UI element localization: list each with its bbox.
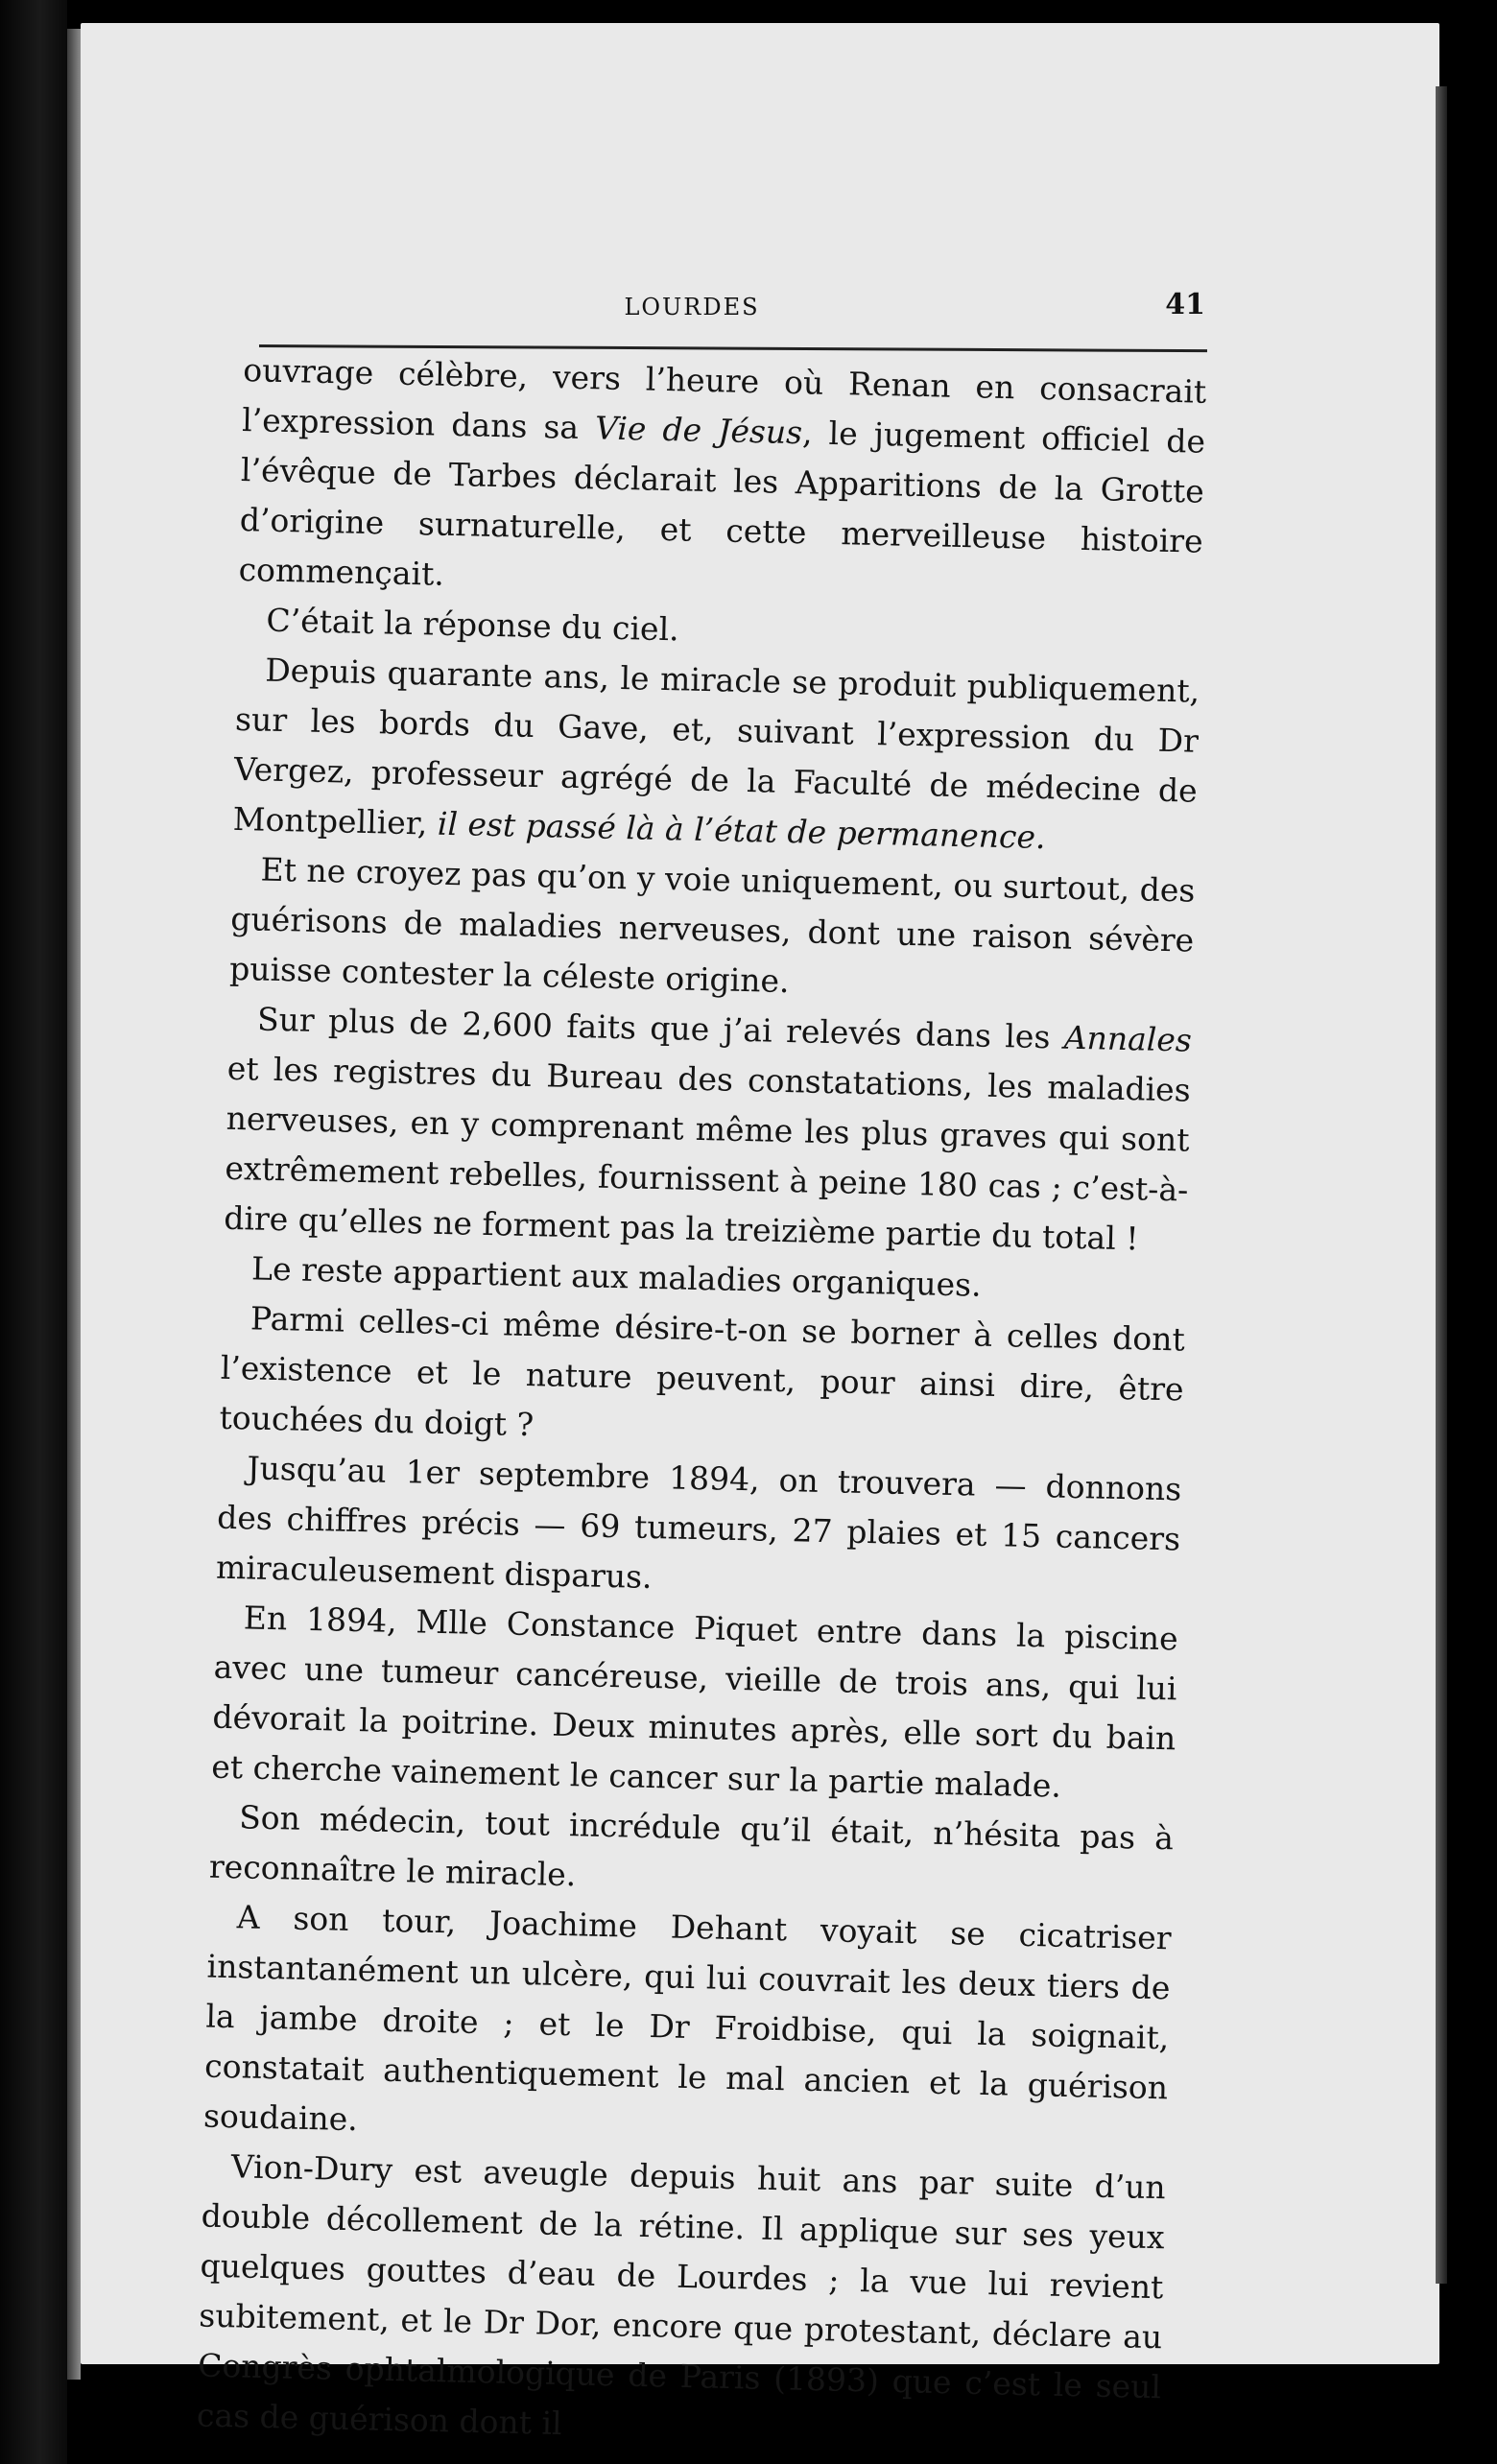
paragraph-12-text: Vion-Dury est aveugle depuis huit ans par suite d’un double décollement de la rétine. Il applique sur ses yeux quelques gouttes d’eau de Lourdes ; la vue lui revient subitement, et le Dr Dor, encore que protestant, déclare au Congrès ophtalmologique de Paris (1893) que c’est le seul cas de guérison dont il bbox=[196, 2147, 1167, 2443]
paragraph-5 bbox=[224, 994, 1193, 1266]
title-annales: Annales bbox=[1063, 1018, 1193, 1059]
paragraph-6-text: Le reste appartient aux maladies organiques. bbox=[250, 1249, 983, 1304]
paragraph-11-text: A son tour, Joachime Dehant voyait se cicatriser instantanément un ulcère, qui lui couvrait les deux tiers de la jambe droite ; et le Dr Froidbise, qui la soignait, constatait authentiquement le mal ancien et la guérison soudaine. bbox=[202, 1898, 1173, 2139]
paragraph-4 bbox=[229, 844, 1196, 1016]
paragraph-9-text: En 1894, Mlle Constance Piquet entre dans la piscine avec une tumeur cancéreuse, vieille de trois ans, qui lui dévorait la poitrine. Deux minutes après, elle sort du bain et cherche vainement le cancer sur la partie malade. bbox=[210, 1599, 1179, 1805]
book-title-vie-de-jesus: Vie de Jésus bbox=[594, 409, 803, 452]
paragraph-3-text: Depuis quarante ans, le miracle se produit publiquement, sur les bords du Gave, et, suivant l’expression du Dr Vergez, professeur agrégé de la Faculté de médecine de Montpellier, bbox=[232, 651, 1200, 842]
running-title: LOURDES bbox=[624, 294, 760, 320]
body-text bbox=[196, 345, 1206, 2462]
paragraph-12 bbox=[196, 2142, 1166, 2463]
paragraph-2-text: C’était la réponse du ciel. bbox=[266, 601, 680, 649]
paragraph-9 bbox=[211, 1593, 1178, 1814]
page-fore-edge bbox=[1436, 86, 1447, 2284]
paragraph-7-text: Parmi celles-ci même désire-t-on se borner à celles dont l’existence et le nature peuvent, pour ainsi dire, être touchées du doigt ? bbox=[219, 1299, 1186, 1444]
paragraph-7 bbox=[219, 1293, 1185, 1465]
paragraph-10-text: Son médecin, tout incrédule qu’il était, n’hésita pas à reconnaître le miracle. bbox=[208, 1798, 1175, 1894]
page-number: 41 bbox=[1165, 288, 1205, 321]
paragraph-8 bbox=[216, 1443, 1182, 1615]
book-spine-edge bbox=[67, 29, 81, 2380]
quoted-phrase-permanence: il est passé là à l’état de permanence. bbox=[437, 804, 1046, 857]
paragraph-1-text: ouvrage célèbre, vers l’heure où Renan en consacrait l’expression dans sa bbox=[241, 350, 1207, 447]
paragraph-3 bbox=[232, 645, 1200, 866]
paragraph-1 bbox=[238, 345, 1207, 617]
paragraph-5-text: Sur plus de 2,600 faits que j’ai relevés dans les bbox=[256, 1000, 1065, 1056]
paragraph-4-text: Et ne croyez pas qu’on y voie uniquement, ou surtout, des guérisons de maladies nerveuses, dont une raison sévère puisse contester la céleste origine. bbox=[228, 850, 1196, 1001]
paragraph-5-text-end: et les registres du Bureau des constatations, les maladies nerveuses, en y comprenant même les plus graves qui sont extrêmement rebelles, fournissent à peine 180 cas ; c’est-à-dire qu’elles ne forment pas la treizième partie du total ! bbox=[223, 1049, 1192, 1258]
book-spine-shadow bbox=[0, 0, 67, 2464]
paragraph-8-text: Jusqu’au 1er septembre 1894, on trouvera — donnons des chiffres précis — 69 tumeurs, 27 plaies et 15 cancers miraculeusement disparus. bbox=[215, 1449, 1182, 1596]
paragraph-11 bbox=[203, 1892, 1173, 2164]
page-header bbox=[178, 276, 1205, 338]
paragraph-1-text-end: , le jugement officiel de l’évêque de Tarbes déclarait les Apparitions de la Grotte d’origine surnaturelle, et cette merveilleuse histoire commençait. bbox=[238, 414, 1206, 593]
